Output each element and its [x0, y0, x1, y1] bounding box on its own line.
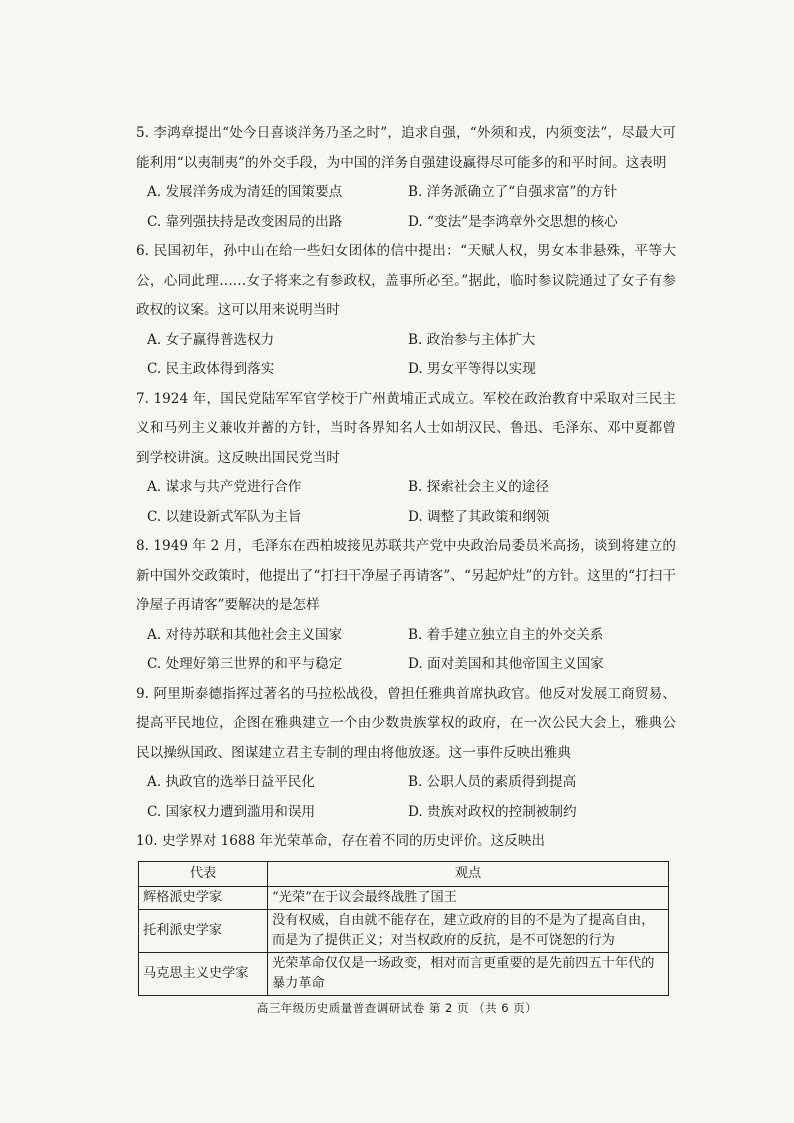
question-6 [136, 237, 676, 385]
option-c: C. 民主政体得到落实 [147, 361, 275, 377]
question-stem: 5. 李鸿章提出“处今日喜谈洋务乃圣之时”，追求自强，“外须和戎，内须变法”，尽最大可能利用“以夷制夷”的外交手段，为中国的洋务自强建设赢得尽可能多的和平时间。这表明 [136, 125, 676, 171]
options [136, 768, 676, 827]
option-a: A. 女子赢得普选权力 [147, 331, 275, 348]
table-row [139, 952, 669, 995]
question-7 [136, 385, 676, 533]
options [136, 473, 676, 532]
option-d: D. 面对美国和其他帝国主义国家 [408, 656, 604, 672]
option-b: B. 洋务派确立了“自强求富”的方针 [408, 184, 618, 200]
question-9 [136, 680, 676, 828]
table-cell-representative: 马克思主义史学家 [139, 952, 268, 995]
table-cell-viewpoint: 没有权威，自由就不能存在，建立政府的目的不是为了提高自由，而是为了提供正义；对当权政府的反抗，是不可饶恕的行为 [268, 909, 669, 952]
option-c: C. 处理好第三世界的和平与稳定 [147, 656, 343, 672]
option-b: B. 着手建立独立自主的外交关系 [408, 626, 604, 643]
question-stem: 8. 1949 年 2 月，毛泽东在西柏坡接见苏联共产党中央政治局委员米高扬，谈到将建立的新中国外交政策时，他提出了“打扫干净屋子再请客”、“另起炉灶”的方针。这里的“打扫干净屋子再请客”要解决的是怎样 [136, 538, 676, 613]
table-cell-representative: 辉格派史学家 [139, 886, 268, 909]
question-stem: 10. 史学界对 1688 年光荣革命，存在着不同的历史评价。这反映出 [136, 833, 546, 849]
option-c: C. 国家权力遭到滥用和误用 [147, 803, 316, 820]
options [136, 326, 676, 385]
table-header-row [139, 861, 669, 886]
viewpoints-table [138, 861, 669, 996]
option-d: D. 贵族对政权的控制被制约 [408, 803, 577, 820]
option-d: D. “变法”是李鸿章外交思想的核心 [408, 213, 618, 230]
question-5 [136, 119, 676, 237]
question-10 [136, 827, 676, 996]
option-a: A. 谋求与共产党进行合作 [147, 479, 302, 495]
question-stem: 9. 阿里斯泰德指挥过著名的马拉松战役，曾担任雅典首席执政官。他反对发展工商贸易、提高平民地位，企图在雅典建立一个由少数贵族掌权的政府，在一次公民大会上，雅典公民以操纵国政、图谋建立君主专制的理由将他放逐。这一事件反映出雅典 [136, 685, 676, 761]
page-footer: 高三年级历史质量普查调研试卷 第 2 页 （共 6 页） [256, 1001, 538, 1015]
option-c: C. 以建设新式军队为主旨 [147, 508, 302, 525]
options [136, 621, 676, 680]
table-row [139, 886, 669, 909]
option-b: B. 探索社会主义的途径 [408, 479, 549, 495]
questions-area [136, 119, 676, 996]
option-d: D. 调整了其政策和纲领 [408, 508, 550, 525]
table-cell-viewpoint: 光荣革命仅仅是一场政变，相对而言更重要的是先前四五十年代的暴力革命 [268, 952, 669, 995]
option-d: D. 男女平等得以实现 [408, 361, 536, 377]
question-stem: 7. 1924 年，国民党陆军军官学校于广州黄埔正式成立。军校在政治教育中采取对三民主义和马列主义兼收并蓄的方针，当时各界知名人士如胡汉民、鲁迅、毛泽东、邓中夏都曾到学校讲演。这反映出国民党当时 [136, 390, 676, 466]
table-cell-viewpoint: “光荣”在于议会最终战胜了国王 [268, 886, 669, 909]
table-row [139, 909, 669, 952]
option-a: A. 执政官的选举日益平民化 [147, 774, 315, 790]
table-header: 代表 [139, 861, 268, 886]
question-stem: 6. 民国初年，孙中山在给一些妇女团体的信中提出：“天赋人权，男女本非悬殊，平等大公，心同此理……女子将来之有参政权，盖事所必至。”据此，临时参议院通过了女子有参政权的议案。这可以用来说明当时 [136, 243, 676, 318]
option-a: A. 对待苏联和其他社会主义国家 [147, 626, 343, 643]
table-cell-representative: 托利派史学家 [139, 909, 268, 952]
table-header: 观点 [268, 861, 669, 886]
option-c: C. 靠列强扶持是改变困局的出路 [147, 213, 343, 230]
option-b: B. 公职人员的素质得到提高 [408, 774, 577, 790]
options [136, 178, 676, 237]
question-8 [136, 532, 676, 680]
option-b: B. 政治参与主体扩大 [408, 331, 536, 348]
option-a: A. 发展洋务成为清廷的国策要点 [147, 184, 343, 200]
